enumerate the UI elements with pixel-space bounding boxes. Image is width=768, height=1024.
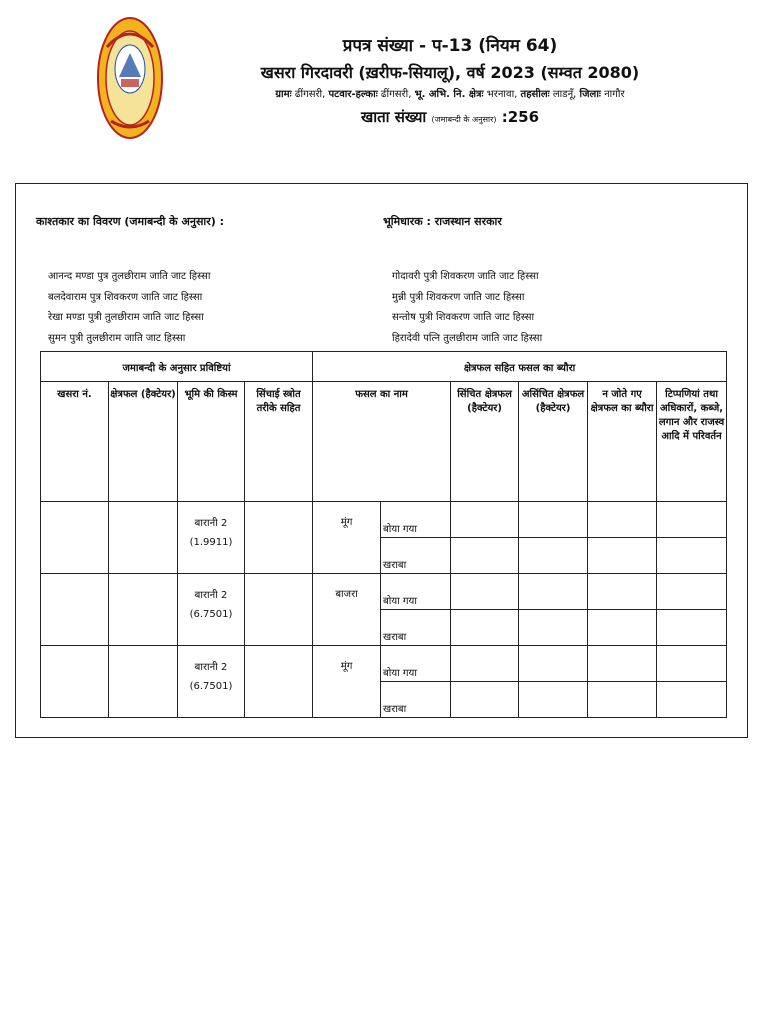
group-header-crop-details: क्षेत्रफल सहित फसल का ब्यौरा xyxy=(313,352,727,382)
land-type: बारानी 2 xyxy=(194,590,228,601)
cultivator-right-4: हिरादेवी पत्नि तुलछीराम जाति जाट हिस्सा xyxy=(392,333,543,344)
col-irrigated-area: सिंचित क्षेत्रफल (हैक्टेयर) xyxy=(451,382,519,502)
table-row xyxy=(41,502,727,538)
khasra-cell xyxy=(41,574,109,646)
sown-label: बोया गया xyxy=(381,574,451,610)
cultivator-left-2: बलदेवाराम पुत्र शिवकरण जाति जाट हिस्सा xyxy=(48,292,203,303)
land-type-cell xyxy=(178,574,245,646)
unirrigated-cell xyxy=(519,682,588,718)
crop-name: मूंग xyxy=(313,502,381,574)
owner-heading: भूमिधारक : राजस्थान सरकार xyxy=(383,215,502,228)
patwar-label: पटवार-हल्काः xyxy=(328,89,378,100)
land-area: (1.9911) xyxy=(189,537,233,548)
col-land-type: भूमि की किस्म xyxy=(178,382,245,502)
tehsil-value: लाडनूँ xyxy=(552,89,574,100)
irrigation-cell xyxy=(245,502,313,574)
uncultivated-cell xyxy=(588,646,657,682)
unirrigated-cell xyxy=(519,610,588,646)
account-number: :256 xyxy=(501,108,540,126)
irrigated-cell xyxy=(451,574,519,610)
unirrigated-cell xyxy=(519,538,588,574)
cultivator-left-1: आनन्द मण्डा पुत्र तुलछीराम जाति जाट हिस्सा xyxy=(48,271,211,282)
land-area: (6.7501) xyxy=(189,609,233,620)
account-note: (जमाबन्दी के अनुसार) xyxy=(431,115,497,124)
khasra-cell xyxy=(41,646,109,718)
table-row xyxy=(41,646,727,682)
col-crop-name: फसल का नाम xyxy=(313,382,451,502)
land-type-cell xyxy=(178,502,245,574)
account-label: खाता संख्या xyxy=(360,108,427,126)
irrigation-cell xyxy=(245,646,313,718)
remarks-cell xyxy=(657,502,727,538)
land-type: बारानी 2 xyxy=(194,518,228,529)
damaged-label: खराबा xyxy=(381,538,451,574)
cultivator-heading: काश्तकार का विवरण (जमाबन्दी के अनुसार) : xyxy=(36,215,224,228)
girdawari-table xyxy=(40,351,727,718)
cultivator-right-3: सन्तोष पुत्री शिवकरण जाति जाट हिस्सा xyxy=(392,312,535,323)
village-value: ढींगसरी xyxy=(294,89,323,100)
remarks-cell xyxy=(657,682,727,718)
unirrigated-cell xyxy=(519,502,588,538)
location-line: ग्रामः ढींगसरी, पटवार-हल्काः ढींगसरी, भू. अभि. नि. क्षेत्रः भरनावा, तहसीलः लाडनूँ, जिलाः नागौर xyxy=(275,89,625,100)
area-value: भरनावा xyxy=(486,89,515,100)
crop-name: मूंग xyxy=(313,646,381,718)
irrigated-cell xyxy=(451,610,519,646)
col-remarks: टिप्पणियां तथा अधिकारों, कब्जे, लगान और राजस्व आदि में परिवर्तन xyxy=(657,382,727,502)
uncultivated-cell xyxy=(588,502,657,538)
uncultivated-cell xyxy=(588,538,657,574)
uncultivated-cell xyxy=(588,574,657,610)
tehsil-label: तहसीलः xyxy=(520,89,550,100)
area-label: भू. अभि. नि. क्षेत्रः xyxy=(414,89,484,100)
district-value: नागौर xyxy=(604,89,625,100)
col-uncultivated: न जोते गए क्षेत्रफल का ब्यौरा xyxy=(588,382,657,502)
sown-label: बोया गया xyxy=(381,502,451,538)
damaged-label: खराबा xyxy=(381,610,451,646)
area-cell xyxy=(109,574,178,646)
land-type: बारानी 2 xyxy=(194,662,228,673)
seal-logo xyxy=(97,17,163,139)
irrigated-cell xyxy=(451,682,519,718)
district-label: जिलाः xyxy=(579,89,601,100)
uncultivated-cell xyxy=(588,682,657,718)
khasra-cell xyxy=(41,502,109,574)
remarks-cell xyxy=(657,646,727,682)
unirrigated-cell xyxy=(519,574,588,610)
group-header-entries: जमाबन्दी के अनुसार प्रविष्टियां xyxy=(41,352,313,382)
damaged-label: खराबा xyxy=(381,682,451,718)
sown-label: बोया गया xyxy=(381,646,451,682)
col-unirrigated-area: असिंचित क्षेत्रफल (हैक्टेयर) xyxy=(519,382,588,502)
irrigated-cell xyxy=(451,538,519,574)
col-area: क्षेत्रफल (हैक्टेयर) xyxy=(109,382,178,502)
form-number: प्रपत्र संख्या - प-13 (नियम 64) xyxy=(342,36,558,56)
cultivator-right-2: मुन्नी पुत्री शिवकरण जाति जाट हिस्सा xyxy=(392,292,525,303)
cultivator-right-1: गोदावरी पुत्री शिवकरण जाति जाट हिस्सा xyxy=(392,271,539,282)
crop-name: बाजरा xyxy=(313,574,381,646)
village-label: ग्रामः xyxy=(275,89,292,100)
col-khasra-no: खसरा नं. xyxy=(41,382,109,502)
remarks-cell xyxy=(657,538,727,574)
irrigated-cell xyxy=(451,502,519,538)
land-area: (6.7501) xyxy=(189,681,233,692)
land-type-cell xyxy=(178,646,245,718)
uncultivated-cell xyxy=(588,610,657,646)
table-row xyxy=(41,574,727,610)
remarks-cell xyxy=(657,610,727,646)
cultivator-left-4: सुमन पुत्री तुलछीराम जाति जाट हिस्सा xyxy=(48,333,186,344)
account-line xyxy=(240,107,660,127)
col-irrigation: सिंचाई स्त्रोत तरीके सहित xyxy=(245,382,313,502)
cultivator-left-3: रेखा मण्डा पुत्री तुलछीराम जाति जाट हिस्सा xyxy=(48,312,204,323)
area-cell xyxy=(109,502,178,574)
unirrigated-cell xyxy=(519,646,588,682)
area-cell xyxy=(109,646,178,718)
irrigation-cell xyxy=(245,574,313,646)
irrigated-cell xyxy=(451,646,519,682)
remarks-cell xyxy=(657,574,727,610)
form-title: खसरा गिरदावरी (ख़रीफ-सियालू), वर्ष 2023 (सम्वत 2080) xyxy=(260,63,640,82)
patwar-value: ढींगसरी xyxy=(380,89,409,100)
